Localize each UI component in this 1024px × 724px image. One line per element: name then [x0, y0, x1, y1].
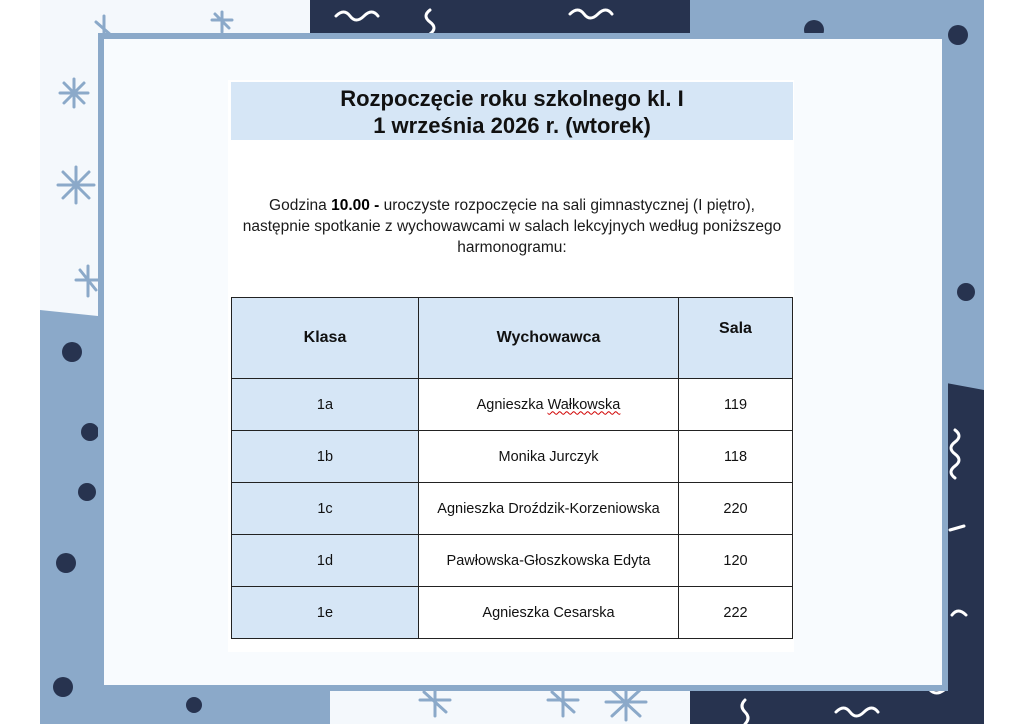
klasa-cell: 1b	[232, 431, 419, 483]
snowflake-icon	[60, 79, 88, 107]
wychowawca-cell: Agnieszka Cesarska	[419, 587, 679, 639]
intro-prefix: Godzina	[269, 197, 332, 214]
klasa-cell: 1a	[232, 379, 419, 431]
table-row	[232, 379, 793, 431]
intro-time: 10.00 -	[331, 197, 380, 214]
sala-cell: 118	[679, 431, 793, 483]
table-header-row	[232, 298, 793, 379]
klasa-cell: 1e	[232, 587, 419, 639]
table-row	[232, 431, 793, 483]
sala-cell: 119	[679, 379, 793, 431]
spellcheck-flagged-word: Wałkowska	[547, 396, 621, 413]
klasa-cell: 1c	[232, 483, 419, 535]
schedule-table	[231, 297, 793, 639]
wychowawca-cell	[419, 379, 679, 431]
sala-cell: 220	[679, 483, 793, 535]
column-header-klasa: Klasa	[232, 298, 419, 379]
table-row	[232, 587, 793, 639]
wychowawca-cell: Pawłowska-Głoszkowska Edyta	[419, 535, 679, 587]
sala-cell: 222	[679, 587, 793, 639]
intro-text: uroczyste rozpoczęcie na sali gimnastycznej (I piętro), następnie spotkanie z wychowawcami w salach lekcyjnych według poniższego harmonogramu:	[242, 197, 782, 256]
title-line-2: 1 września 2026 r. (wtorek)	[373, 113, 651, 138]
wychowawca-cell: Monika Jurczyk	[419, 431, 679, 483]
column-header-wychowawca: Wychowawca	[419, 298, 679, 379]
page-title	[231, 82, 793, 140]
table-row	[232, 483, 793, 535]
wychowawca-cell: Agnieszka Droździk-Korzeniowska	[419, 483, 679, 535]
sala-cell: 120	[679, 535, 793, 587]
snowflake-icon	[58, 167, 94, 203]
intro-paragraph	[236, 195, 788, 258]
table-row	[232, 535, 793, 587]
column-header-sala: Sala	[679, 298, 793, 379]
title-line-1: Rozpoczęcie roku szkolnego kl. I	[340, 86, 684, 111]
klasa-cell: 1d	[232, 535, 419, 587]
wychowawca-first-name: Agnieszka	[476, 396, 548, 413]
